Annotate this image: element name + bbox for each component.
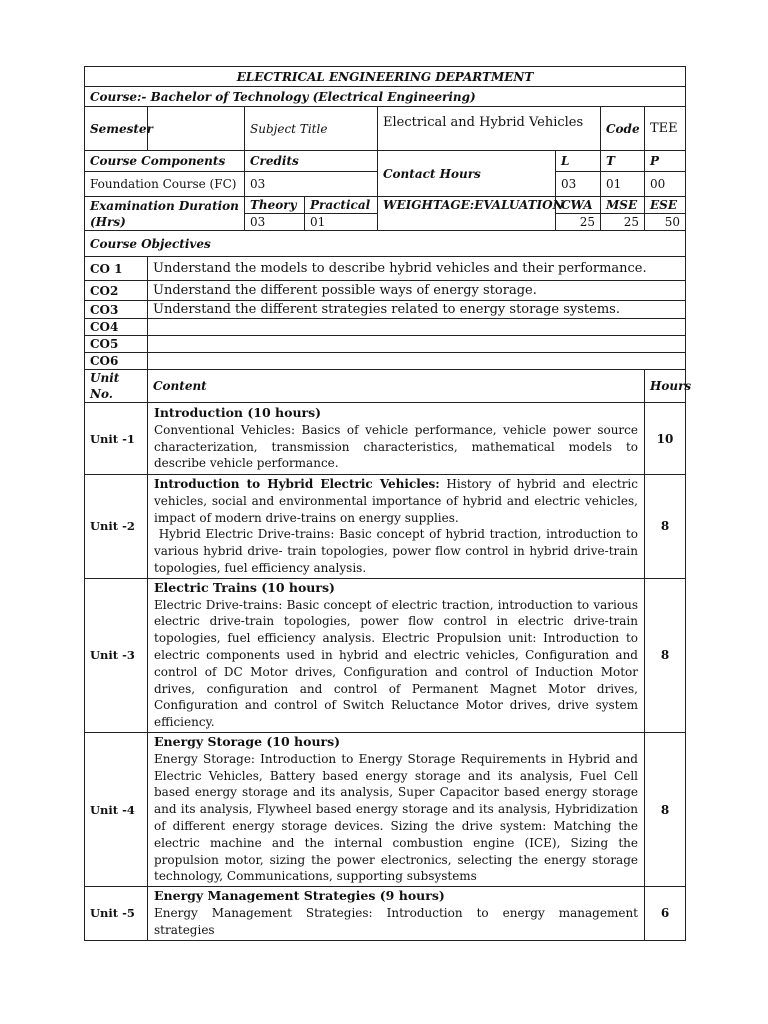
objective-text: Understand the different strategies related to energy storage systems.: [148, 301, 686, 319]
unit-paragraph: Energy Management Strategies: Introduction to energy management strategies: [154, 905, 638, 937]
component-value: Foundation Course (FC): [85, 172, 245, 197]
credits-value: 03: [245, 172, 378, 197]
department-title: ELECTRICAL ENGINEERING DEPARTMENT: [85, 67, 686, 87]
syllabus-table: [84, 66, 692, 941]
exam-duration-label: Examination Duration (Hrs): [85, 197, 245, 231]
course-objectives-title: Course Objectives: [85, 231, 686, 257]
objective-code: CO2: [85, 281, 148, 301]
objective-code: CO 1: [85, 257, 148, 281]
subject-title-label: Subject Title: [245, 107, 378, 151]
t-value: 01: [601, 172, 645, 197]
unit-row: [85, 578, 686, 732]
credits-label: Credits: [245, 151, 378, 172]
semester-label: Semester: [85, 107, 148, 151]
l-value: 03: [556, 172, 601, 197]
cwa-label: CWA: [556, 197, 601, 214]
unit-heading: Energy Storage (10 hours): [154, 733, 341, 749]
subject-title-value: Electrical and Hybrid Vehicles: [378, 107, 601, 151]
objective-code: CO4: [85, 319, 148, 336]
objective-text: [148, 336, 686, 353]
hours-header: Hours: [645, 370, 686, 403]
objective-text: [148, 353, 686, 370]
unit-content: [148, 403, 645, 475]
course-title: Course:- Bachelor of Technology (Electrical Engineering): [85, 87, 686, 107]
unit-paragraph: Energy Storage: Introduction to Energy Storage Requirements in Hybrid and Electric Vehicles, Battery based energy storage and its analysis, Fuel Cell based energy storage and its analysis, Super Capacitor based energy storage and its analysis, Flywheel based energy storage and its analysis, Hybridization of different energy storage devices. Sizing the drive system: Matching the electric machine and the internal combustion engine (ICE), Sizing the propulsion motor, sizing the power electronics, selecting the energy storage technology, Communications, supporting subsystems: [154, 751, 638, 884]
unit-content: [148, 732, 645, 886]
objective-code: CO5: [85, 336, 148, 353]
t-label: T: [601, 151, 645, 172]
unit-label: Unit -5: [85, 887, 148, 940]
p-value: 00: [645, 172, 686, 197]
ese-value: 50: [645, 214, 686, 231]
unit-hours: 10: [645, 403, 686, 475]
unit-hours: 8: [645, 578, 686, 732]
unit-paragraph: Electric Drive-trains: Basic concept of electric traction, introduction to various electric drive-train topologies, power flow control in electric drive-train topologies, fuel efficiency analysis. Electric Propulsion unit: Introduction to electric components used in hybrid and electric vehicles, Configuration and control of DC Motor drives, Configuration and control of Induction Motor drives, configuration and control of Permanent Magnet Motor drives, Configuration and control of Switch Reluctance Motor drives, drive system efficiency.: [154, 597, 638, 730]
unit-paragraph: Conventional Vehicles: Basics of vehicle performance, vehicle power source characterization, transmission characteristics, mathematical models to describe vehicle performance.: [154, 422, 638, 471]
unit-heading: Electric Trains (10 hours): [154, 579, 335, 595]
mse-label: MSE: [601, 197, 645, 214]
unit-label: Unit -3: [85, 578, 148, 732]
unit-hours: 6: [645, 887, 686, 940]
unit-heading: Introduction to Hybrid Electric Vehicles:: [154, 477, 440, 491]
unit-row: [85, 403, 686, 475]
code-value: TEE: [645, 107, 686, 151]
objective-text: Understand the models to describe hybrid vehicles and their performance.: [148, 257, 686, 281]
syllabus-sheet: [84, 66, 692, 941]
unit-label: Unit -2: [85, 475, 148, 579]
practical-value: 01: [305, 214, 378, 231]
p-label: P: [645, 151, 686, 172]
unit-heading-rest: History of hybrid and electric vehicles, social and environmental importance of hybrid and electric vehicles, impact of modern drive-trains on energy supplies.: [154, 477, 638, 525]
unit-content: [148, 578, 645, 732]
l-label: L: [556, 151, 601, 172]
unit-heading: Energy Management Strategies (9 hours): [154, 888, 445, 904]
unit-row: [85, 887, 686, 940]
semester-value: [148, 107, 245, 151]
practical-label: Practical: [305, 197, 378, 214]
objective-text: [148, 319, 686, 336]
ese-label: ESE: [645, 197, 686, 214]
weightage-label: WEIGHTAGE:EVALUATION: [378, 197, 556, 231]
course-components-label: Course Components: [85, 151, 245, 172]
objective-code: CO6: [85, 353, 148, 370]
contact-hours-label: Contact Hours: [378, 151, 556, 197]
unit-content: [148, 475, 645, 579]
theory-label: Theory: [245, 197, 305, 214]
unit-hours: 8: [645, 475, 686, 579]
unit-row: [85, 475, 686, 579]
unit-content: [148, 887, 645, 940]
cwa-value: 25: [556, 214, 601, 231]
unit-no-header: Unit No.: [85, 370, 148, 403]
unit-intro-paragraph: [154, 476, 638, 526]
objective-text: Understand the different possible ways of energy storage.: [148, 281, 686, 301]
code-label: Code: [601, 107, 645, 151]
unit-hours: 8: [645, 732, 686, 886]
content-header: Content: [148, 370, 645, 403]
unit-paragraph: Hybrid Electric Drive-trains: Basic concept of hybrid traction, introduction to various hybrid drive- train topologies, power flow control in hybrid drive-train topologies, fuel efficiency analysis.: [154, 527, 642, 575]
unit-heading: Introduction (10 hours): [154, 404, 322, 420]
theory-value: 03: [245, 214, 305, 231]
unit-label: Unit -1: [85, 403, 148, 475]
mse-value: 25: [601, 214, 645, 231]
unit-row: [85, 732, 686, 886]
unit-label: Unit -4: [85, 732, 148, 886]
objective-code: CO3: [85, 301, 148, 319]
